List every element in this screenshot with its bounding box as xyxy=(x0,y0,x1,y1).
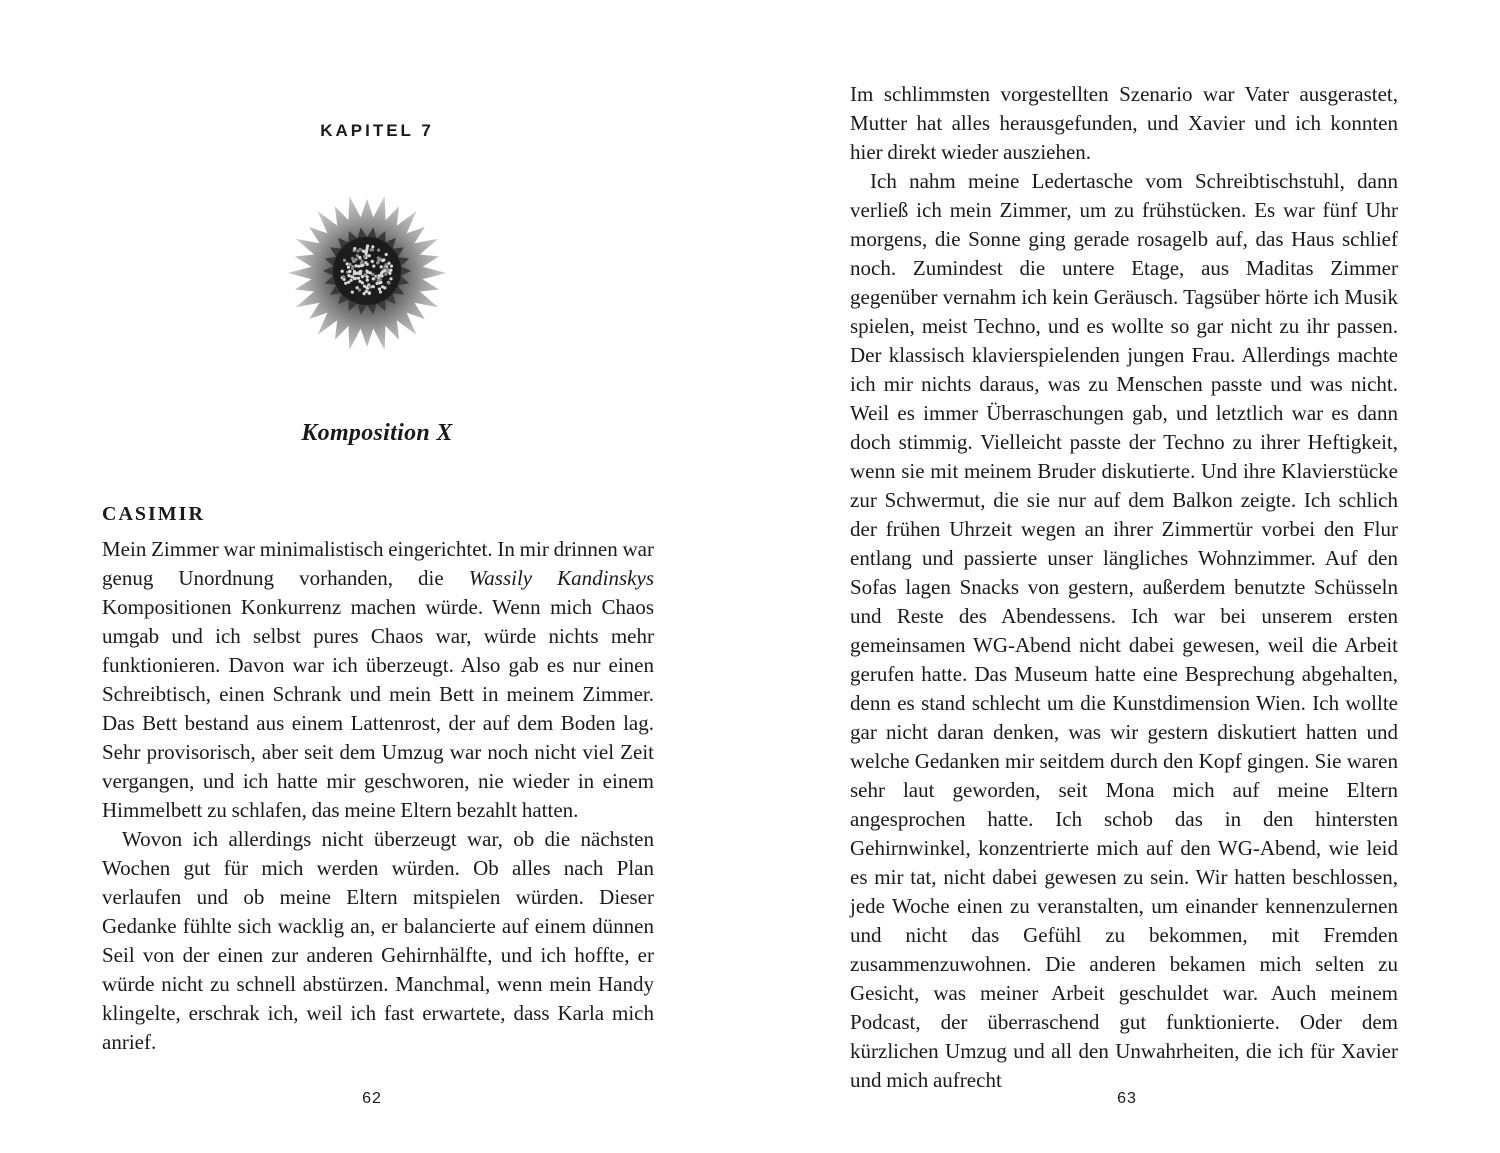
page-number: 62 xyxy=(362,1090,382,1107)
paragraph: Ich nahm meine Ledertasche vom Schreibtischstuhl, dann verließ ich mein Zimmer, um zu frühstücken. Es war fünf Uhr morgens, die Sonne ging gerade rosagelb auf, das Haus schlief noch. Zumindest die untere Etage, aus Maditas Zimmer gegenüber vernahm ich kein Geräusch. Tagsüber hörte ich Musik spielen, meist Techno, und es wollte so gar nicht zu ihr passen. Der klassisch klavierspielenden jungen Frau. Allerdings machte ich mir nichts daraus, was zu Menschen passte und was nicht. Weil es immer Überraschungen gab, und letztlich war es dann doch stimmig. Vielleicht passte der Techno zu ihrer Heftigkeit, wenn sie mit meinem Bruder diskutierte. Und ihre Klavierstücke zur Schwermut, die sie nur auf dem Balkon zeigte. Ich schlich der frühen Uhrzeit wegen an ihrer Zimmertür vorbei den Flur entlang und passierte unser längliches Wohnzimmer. Auf den Sofas lagen Snacks von gestern, außerdem benutzte Schüsseln und Reste des Abendessens. Ich war bei unserem ersten gemeinsamen WG-Abend nicht dabei gewesen, weil die Arbeit gerufen hatte. Das Museum hatte eine Besprechung abgehalten, denn es stand schlecht um die Kunstdimension Wien. Ich wollte gar nicht daran denken, was wir gestern diskutiert hatten und welche Gedanken mir seitdem durch den Kopf gingen. Sie waren sehr laut geworden, seit Mona mich auf meine Eltern angesprochen hatte. Ich schob das in den hintersten Gehirnwinkel, konzentrierte mich auf den WG-Abend, wie leid es mir tat, nicht dabei gewesen zu sein. Wir hatten beschlossen, jede Woche einen zu veranstalten, um einander kennenzulernen und nicht das Gefühl zu bekommen, mit Fremden zusammenzuwohnen. Die anderen bekamen mich selten zu Gesicht, was meiner Arbeit geschuldet war. Auch meinem Podcast, der überraschend gut funktionierte. Oder dem kürzlichen Umzug und all den Unwahrheiten, die ich für Xavier und mich aufrecht xyxy=(850,169,1398,1092)
paragraph: Im schlimmsten vorgestellten Szenario war Vater ausgerastet, Mutter hat alles herausgefunden, und Xavier und ich konnten hier direkt wieder ausziehen. xyxy=(850,82,1398,164)
chapter-title: Komposition X xyxy=(301,420,453,446)
paragraph-text: Kompositionen Konkurrenz machen würde. Wenn mich Chaos umgab und ich selbst pures Chaos war, würde nichts mehr funktionieren. Davon war ich überzeugt. Also gab es nur einen Schreibtisch, einen Schrank und mein Bett in meinem Zimmer. Das Bett bestand aus einem Lattenrost, der auf dem Boden lag. Sehr provisorisch, aber seit dem Umzug war noch nicht viel Zeit vergangen, und ich hatte mir geschworen, nie wieder in einem Himmelbett zu schlafen, das meine Eltern bezahlt hatten. xyxy=(102,595,654,822)
flower-icon xyxy=(287,190,447,360)
paragraph: Wovon ich allerdings nicht überzeugt war, ob die nächsten Wochen gut für mich werden würden. Ob alles nach Plan verlaufen und ob meine Eltern mitspielen würden. Dieser Gedanke fühlte sich wacklig an, er balancierte auf einem dünnen Seil von der einen zur anderen Gehirnhälfte, und ich hoffte, er würde nicht zu schnell abstürzen. Manchmal, wenn mein Handy klingelte, erschrak ich, weil ich fast erwartete, dass Karla mich anrief. xyxy=(102,827,654,1054)
right-page xyxy=(750,0,1500,1153)
paragraph-text: Mein Zimmer war minimalistisch eingerichtet. In mir drinnen war genug Unordnung vorhanden, die xyxy=(102,537,654,590)
page-number: 63 xyxy=(1117,1090,1137,1107)
right-body-text xyxy=(850,80,1398,1095)
paragraph xyxy=(102,535,654,825)
narrator-name: CASIMIR xyxy=(102,503,205,525)
left-body-text xyxy=(102,535,654,1057)
chapter-label: KAPITEL 7 xyxy=(320,121,434,140)
emphasis-text: Wassily Kandinskys xyxy=(468,566,654,590)
